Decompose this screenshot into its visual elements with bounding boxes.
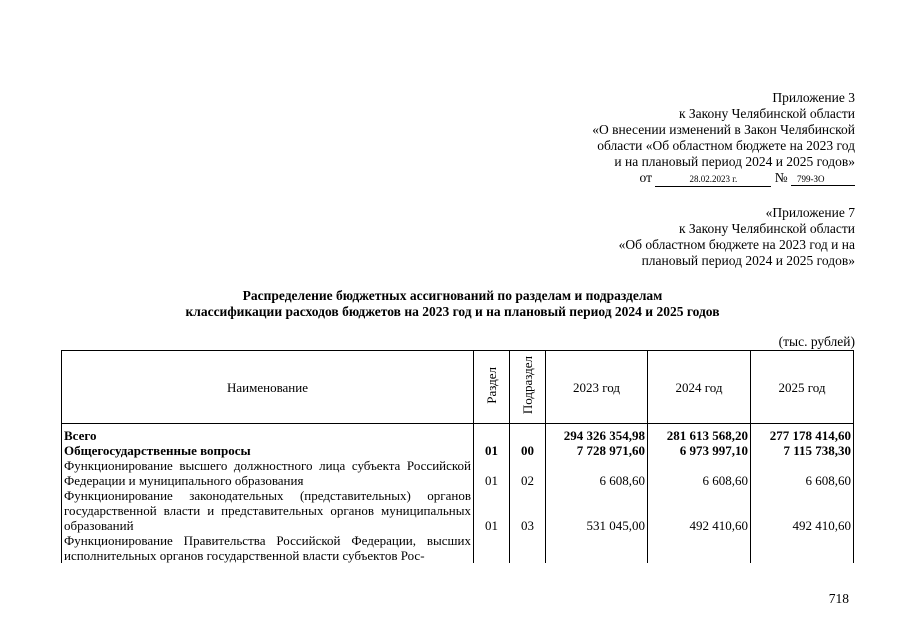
title-line-1: Распределение бюджетных ассигнований по разделам и подразделам — [242, 288, 663, 303]
row-name: Общегосударственные вопросы — [62, 443, 474, 458]
row-2023: 294 326 354,98 — [546, 424, 648, 444]
appendix-3-header — [592, 90, 855, 187]
law-date: 28.02.2023 г. — [655, 174, 771, 187]
appendix-7-line: «Об областном бюджете на 2023 год и на — [618, 237, 855, 252]
row-2025: 277 178 414,60 — [751, 424, 854, 444]
row-section: 01 — [474, 488, 510, 533]
header-name: Наименование — [62, 351, 474, 424]
document-title — [0, 288, 905, 320]
date-prefix: от — [639, 170, 652, 185]
header-section-label: Раздел — [484, 367, 499, 404]
row-2024 — [648, 533, 751, 563]
appendix-7-line: к Закону Челябинской области — [678, 221, 855, 236]
row-name: Всего — [62, 424, 474, 444]
appendix-3-line: и на плановый период 2024 и 2025 годов» — [614, 154, 855, 169]
table-row — [62, 533, 854, 563]
header-subsection-label: Подраздел — [520, 356, 535, 415]
table-row — [62, 488, 854, 533]
row-name: Функционирование высшего должностного лица субъекта Российской Федерации и муниципального образования — [62, 458, 474, 488]
row-2023: 531 045,00 — [546, 488, 648, 533]
row-subsection — [510, 533, 546, 563]
row-2024: 6 608,60 — [648, 458, 751, 488]
header-2024: 2024 год — [648, 351, 751, 424]
header-2025: 2025 год — [751, 351, 854, 424]
row-2024: 492 410,60 — [648, 488, 751, 533]
row-2025: 7 115 738,30 — [751, 443, 854, 458]
row-2023: 7 728 971,60 — [546, 443, 648, 458]
appendix-7-line: плановый период 2024 и 2025 годов» — [641, 253, 855, 268]
row-section: 01 — [474, 458, 510, 488]
units-label: (тыс. рублей) — [778, 334, 855, 349]
appendix-3-line: Приложение 3 — [772, 90, 855, 105]
budget-table — [61, 350, 854, 563]
appendix-3-line: области «Об областном бюджете на 2023 год — [597, 138, 855, 153]
page-number: 718 — [828, 591, 849, 606]
table-header-row — [62, 351, 854, 424]
row-section: 01 — [474, 443, 510, 458]
row-subsection: 00 — [510, 443, 546, 458]
table-row — [62, 458, 854, 488]
title-line-2: классификации расходов бюджетов на 2023 год и на плановый период 2024 и 2025 годов — [185, 304, 720, 319]
row-name: Функционирование Правительства Российской Федерации, высших исполнительных органов государственной власти субъектов Рос- — [62, 533, 474, 563]
header-2023: 2023 год — [546, 351, 648, 424]
number-prefix: № — [774, 170, 788, 185]
table-row — [62, 424, 854, 444]
row-subsection: 02 — [510, 458, 546, 488]
appendix-3-line: к Закону Челябинской области — [678, 106, 855, 121]
header-section — [474, 351, 510, 424]
row-section — [474, 533, 510, 563]
row-2025 — [751, 533, 854, 563]
row-2025: 492 410,60 — [751, 488, 854, 533]
row-subsection: 03 — [510, 488, 546, 533]
appendix-3-date-line — [592, 170, 855, 187]
row-2025: 6 608,60 — [751, 458, 854, 488]
row-2024: 281 613 568,20 — [648, 424, 751, 444]
appendix-3-line: «О внесении изменений в Закон Челябинской — [592, 122, 855, 137]
row-name: Функционирование законодательных (представительных) органов государственной власти и представительных органов муниципальных образований — [62, 488, 474, 533]
appendix-7-header — [619, 205, 855, 269]
table-row — [62, 443, 854, 458]
law-number: 799-ЗО — [791, 174, 855, 186]
header-subsection — [510, 351, 546, 424]
row-2024: 6 973 997,10 — [648, 443, 751, 458]
appendix-7-line: «Приложение 7 — [765, 205, 855, 220]
row-2023: 6 608,60 — [546, 458, 648, 488]
row-subsection — [510, 424, 546, 444]
row-section — [474, 424, 510, 444]
row-2023 — [546, 533, 648, 563]
